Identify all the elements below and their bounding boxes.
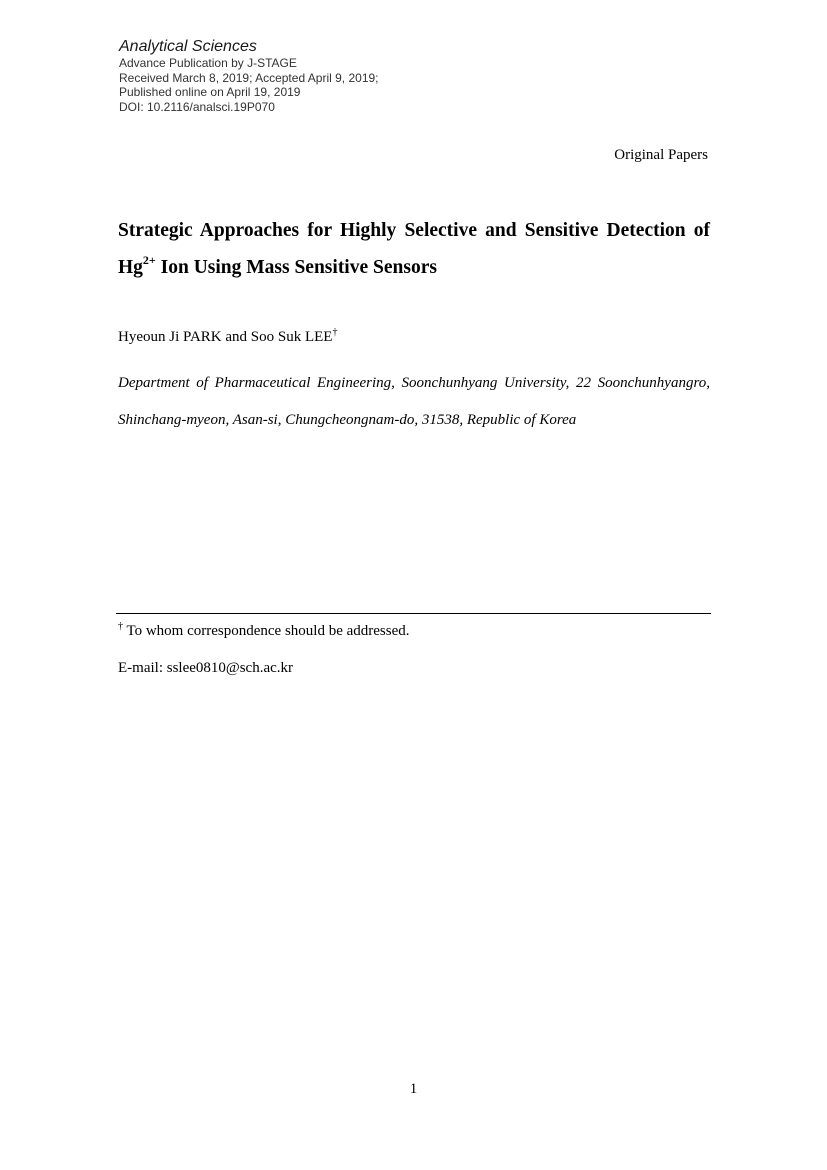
doi-line: DOI: 10.2116/analsci.19P070 xyxy=(119,99,275,114)
contact-email: E-mail: sslee0810@sch.ac.kr xyxy=(118,660,294,676)
advance-publication-line: Advance Publication by J-STAGE xyxy=(119,56,297,70)
journal-header xyxy=(119,38,379,114)
corresponding-author-mark: † xyxy=(332,327,338,338)
paper-title xyxy=(118,212,710,288)
footnote-mark: † xyxy=(118,621,123,632)
title-hg: Hg xyxy=(118,257,143,278)
title-line-1: Strategic Approaches for Highly Selective and Sensitive Detection of xyxy=(118,220,710,241)
author-list xyxy=(118,329,337,346)
author-names: Hyeoun Ji PARK and Soo Suk LEE xyxy=(118,329,333,345)
affiliation-line-1: Department of Pharmaceutical Engineering, Soonchunhyang University, 22 Soonchunhyangro, xyxy=(118,375,710,391)
footnote-text: To whom correspondence should be addressed. xyxy=(123,623,410,639)
paper-type: Original Papers xyxy=(614,147,708,163)
affiliation-line-2: Shinchang-myeon, Asan-si, Chungcheongnam-do, 31538, Republic of Korea xyxy=(118,412,577,428)
title-rest: Ion Using Mass Sensitive Sensors xyxy=(155,257,437,278)
title-line-2 xyxy=(118,249,710,288)
footnote-divider xyxy=(116,613,711,614)
title-charge-superscript: 2+ xyxy=(142,253,156,267)
published-online-line: Published online on April 19, 2019 xyxy=(119,85,301,99)
received-accepted-line: Received March 8, 2019; Accepted April 9, 2019; xyxy=(119,70,379,85)
correspondence-footnote xyxy=(118,623,410,640)
page-number: 1 xyxy=(409,1081,418,1097)
journal-name: Analytical Sciences xyxy=(119,38,257,55)
affiliation xyxy=(118,365,710,439)
